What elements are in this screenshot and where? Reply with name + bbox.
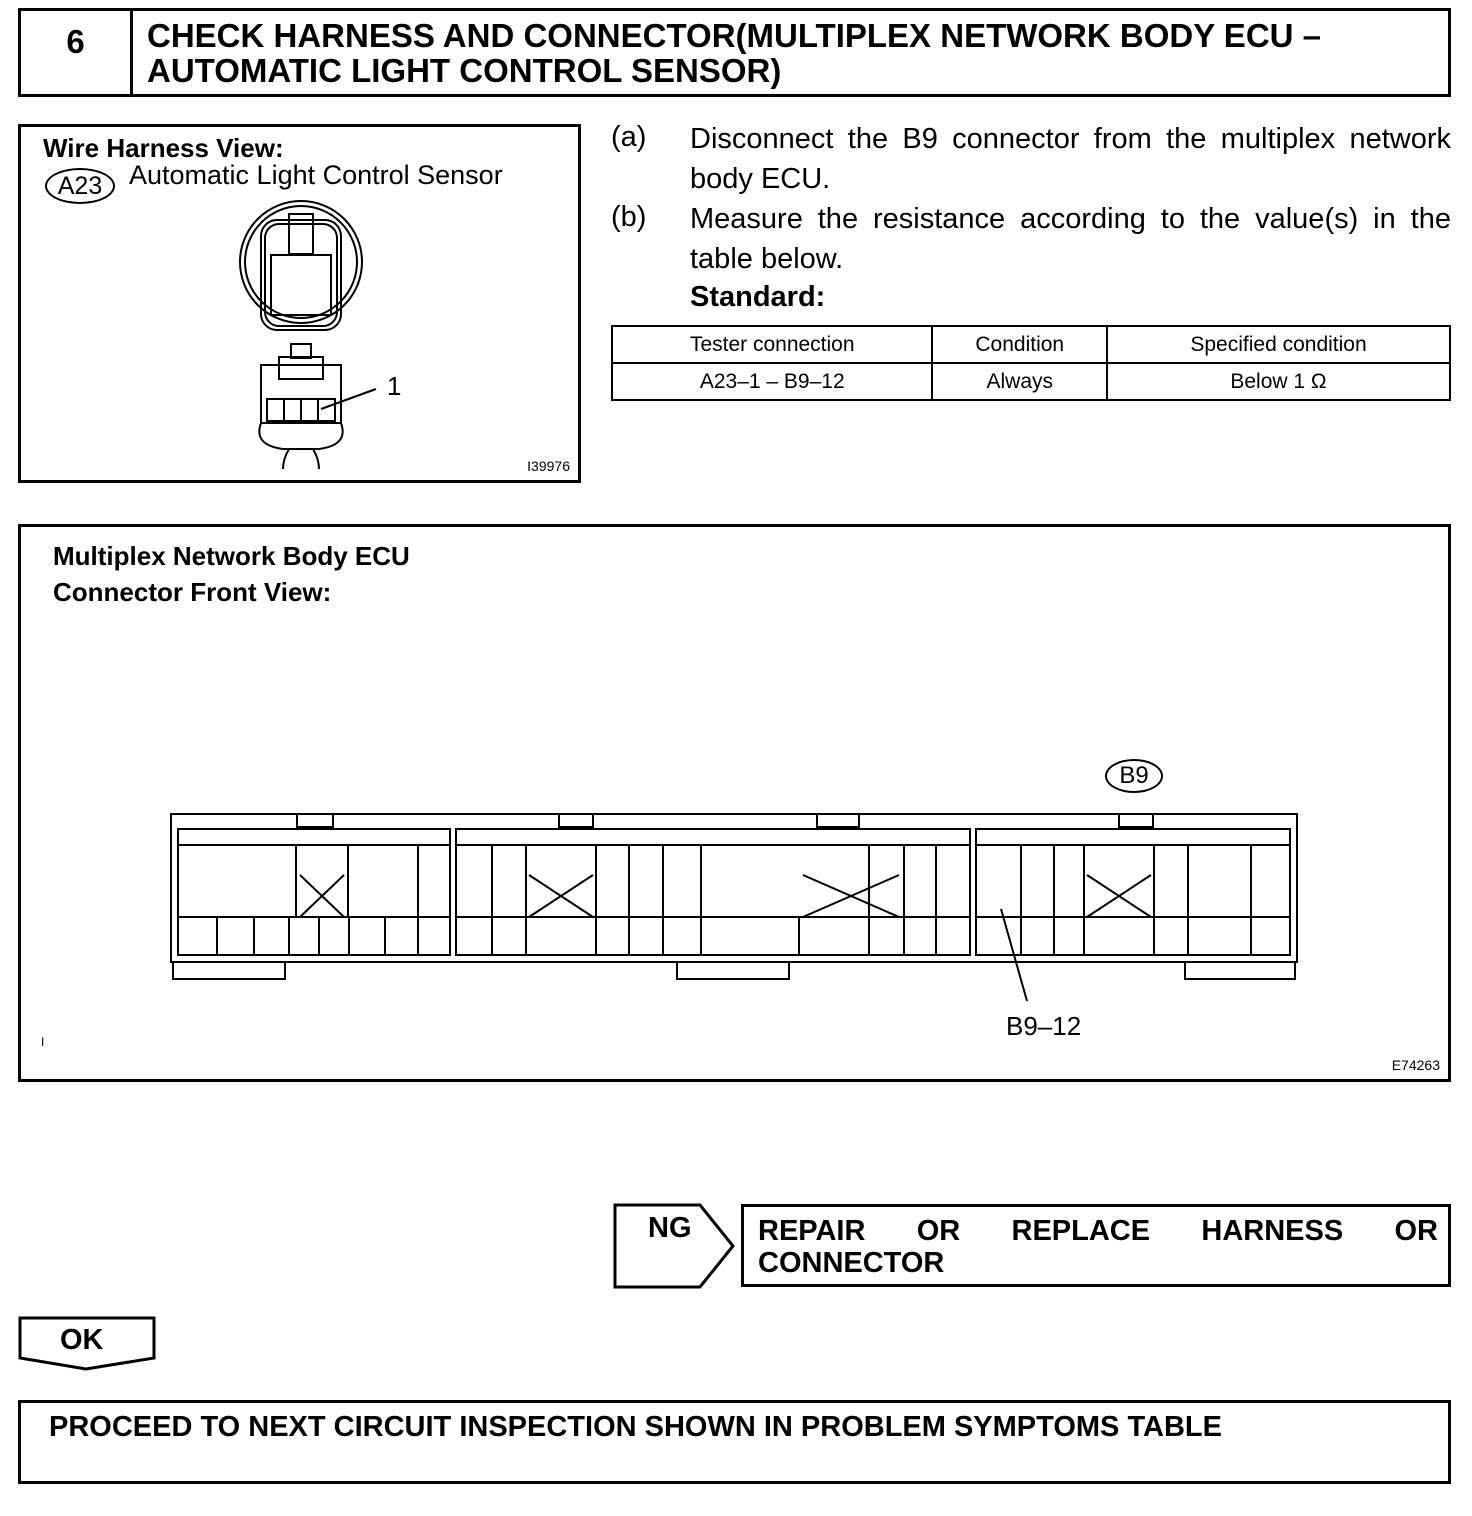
- connector-code-a23: A23: [45, 168, 115, 204]
- ecu-connector-figure: [18, 524, 1451, 1082]
- step-a-line2: body ECU.: [690, 163, 831, 195]
- step-title: [147, 18, 1417, 88]
- pin-label-b9-12: B9–12: [1006, 1011, 1082, 1041]
- proceed-text: PROCEED TO NEXT CIRCUIT INSPECTION SHOWN IN PROBLEM SYMPTOMS TABLE: [49, 1411, 1222, 1443]
- ng-action-text: [758, 1215, 1438, 1279]
- cell-specified-condition: Below 1 Ω: [1107, 363, 1450, 400]
- ng-action-line1: REPAIR OR REPLACE HARNESS OR: [758, 1215, 1438, 1247]
- proceed-box: [18, 1400, 1451, 1484]
- cell-tester-connection: A23–1 – B9–12: [612, 363, 932, 400]
- header-specified-condition: Specified condition: [1107, 326, 1450, 363]
- spec-table-row: [612, 363, 1450, 400]
- ecu-figure-subtitle: Connector Front View:: [53, 577, 332, 607]
- header-condition: Condition: [932, 326, 1107, 363]
- sensor-name: Automatic Light Control Sensor: [129, 160, 503, 190]
- step-b-line2: table below.: [690, 243, 844, 275]
- sensor-connector-drawing: [21, 127, 578, 480]
- step-title-line1: CHECK HARNESS AND CONNECTOR(MULTIPLEX NETWORK BODY ECU –: [147, 17, 1321, 54]
- ng-label: NG: [648, 1212, 692, 1244]
- ecu-figure-title: Multiplex Network Body ECU: [53, 541, 410, 571]
- step-a-label: (a): [611, 121, 647, 153]
- header-tester-connection: Tester connection: [612, 326, 932, 363]
- pin-label-1: 1: [387, 371, 402, 401]
- figure-code: E74263: [1391, 1057, 1440, 1073]
- ng-action-line2: CONNECTOR: [758, 1247, 945, 1279]
- step-a-line1: Disconnect the B9 connector from the multiplex network: [690, 123, 1451, 155]
- spec-table: [611, 325, 1451, 401]
- figure-code: I39976: [527, 458, 570, 474]
- step-b-line1: Measure the resistance according to the value(s) in the: [690, 203, 1451, 235]
- step-a-text: [690, 119, 1451, 199]
- step-header: [18, 8, 1451, 97]
- connector-code-b9: B9: [1105, 759, 1163, 793]
- step-number: 6: [21, 11, 133, 94]
- ok-label: OK: [60, 1324, 104, 1356]
- step-b-label: (b): [611, 201, 647, 233]
- ecu-connector-drawing: [21, 527, 1448, 1079]
- corner-mark: I: [41, 1035, 45, 1049]
- standard-label: Standard:: [690, 281, 826, 313]
- cell-condition: Always: [932, 363, 1107, 400]
- spec-table-header-row: [612, 326, 1450, 363]
- wire-harness-view-title: Wire Harness View:: [43, 133, 284, 163]
- wire-harness-figure: [18, 124, 581, 483]
- step-b-text: [690, 199, 1451, 279]
- step-title-line2: AUTOMATIC LIGHT CONTROL SENSOR): [147, 52, 782, 89]
- ng-action-box: [741, 1204, 1451, 1287]
